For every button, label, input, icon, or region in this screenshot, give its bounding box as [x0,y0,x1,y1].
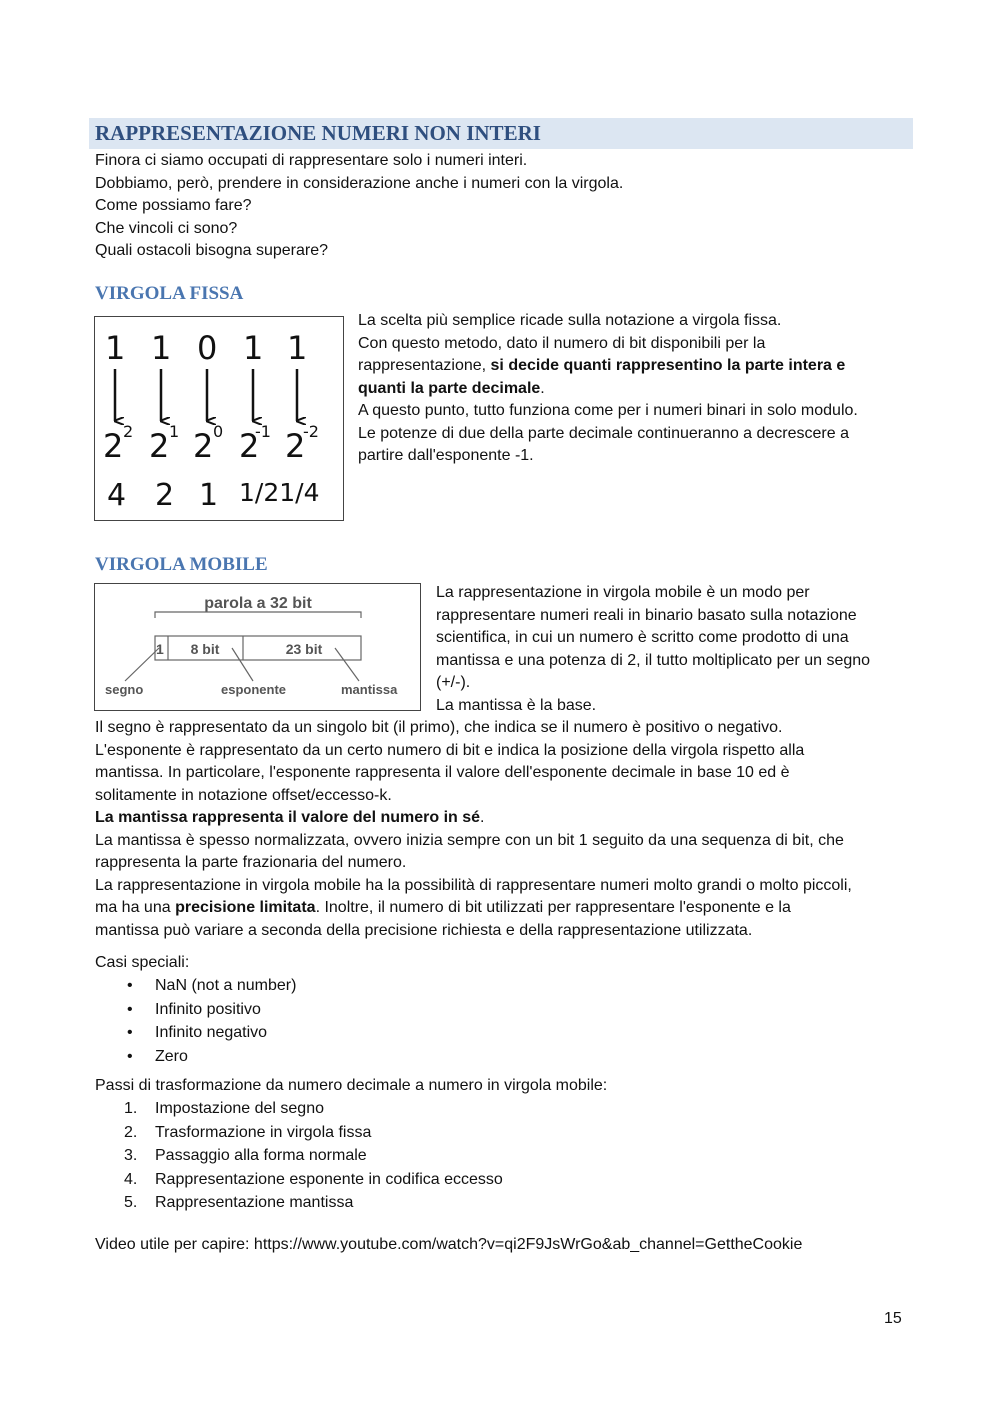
intro-line: Finora ci siamo occupati di rappresentare solo i numeri interi. [95,152,528,169]
text-line [95,807,852,830]
word-bracket [155,612,361,618]
fixed-point-figure [94,316,344,521]
floating-point-heading: VIRGOLA MOBILE [95,554,268,575]
list-number: 3. [124,1147,138,1164]
exponent-label: esponente [221,682,287,697]
steps-title: Passi di trasformazione da numero decimale a numero in virgola mobile: [95,1077,608,1094]
power-exponent: 0 [213,422,224,441]
step-text: Trasformazione in virgola fissa [155,1123,372,1141]
power-base: 2 [103,427,124,465]
place-value: 2 [155,478,175,513]
power-exponent: -1 [255,422,271,441]
floating-point-figure [94,583,421,711]
power-base: 2 [239,427,260,465]
text-line: scientifica, in cui un numero è scritto come prodotto di una [436,629,849,646]
bold-run: quanti la parte decimale [358,379,541,397]
text-run: . [480,809,485,826]
pointer-line [335,648,359,681]
intro-line: Dobbiamo, però, prendere in considerazione anche i numeri con la virgola. [95,174,624,192]
intro-paragraph [95,150,623,263]
intro-line: Che vincoli ci sono? [95,219,238,237]
sign-label: segno [105,682,144,697]
special-cases-title: Casi speciali: [95,954,190,971]
floating-point-body [95,717,852,942]
text-line [358,378,858,401]
list-number: 4. [124,1170,138,1188]
list-item: • Zero [95,1045,296,1069]
text-run: . [540,379,545,397]
text-line: Il segno è rappresentato da un singolo bit (il primo), che indica se il numero è positivo o negativo. [95,719,783,736]
list-item: • Infinito positivo [95,998,296,1022]
list-item [95,1121,503,1145]
bold-run: precisione limitata [175,899,316,916]
text-run: rappresentazione, [358,357,491,374]
text-line: partire dall'esponente -1. [358,447,534,464]
special-cases-list [95,974,296,1068]
video-link[interactable]: Video utile per capire: https://www.youtube.com/watch?v=qi2F9JsWrGo&ab_channel=GettheCookie [95,1236,803,1253]
power-exponent: 1 [169,422,180,441]
fixed-point-text [358,310,858,468]
text-line: solitamente in notazione offset/eccesso-k. [95,786,392,804]
text-line: Con questo metodo, dato il numero di bit disponibili per la [358,334,766,352]
list-number: 1. [124,1100,138,1117]
text-line: (+/-). [436,674,471,691]
step-text: Rappresentazione mantissa [155,1194,354,1211]
fixed-point-heading: VIRGOLA FISSA [95,283,244,304]
bit-digit: 0 [197,329,218,367]
text-line: La mantissa è spesso normalizzata, ovvero inizia sempre con un bit 1 seguito da una sequenza di bit, che [95,831,844,849]
bit-digit: 1 [287,329,308,367]
text-line: rappresenta la parte frazionaria del numero. [95,854,407,871]
power-exponent: 2 [123,422,134,441]
bit-digit: 1 [151,329,172,367]
text-line: La mantissa è la base. [436,696,597,714]
step-text: Passaggio alla forma normale [155,1147,367,1164]
exponent-bits: 8 bit [190,641,220,657]
floating-point-side-text [436,582,870,717]
page-number: 15 [884,1310,902,1327]
bit-digit: 1 [105,329,126,367]
power-base: 2 [285,427,306,465]
list-item [95,1191,503,1215]
list-item: • NaN (not a number) [95,974,296,998]
float-word-diagram [95,584,419,709]
text-run: ma ha una [95,899,176,916]
fixed-point-diagram [95,317,342,519]
bit-digit: 1 [243,329,264,367]
text-line: Le potenze di due della parte decimale continueranno a decrescere a [358,424,849,442]
step-text: Rappresentazione esponente in codifica eccesso [155,1170,503,1188]
list-item: • Infinito negativo [95,1021,296,1045]
list-item [95,1097,503,1121]
list-number: 5. [124,1194,138,1211]
list-item [95,1168,503,1192]
word-box [155,636,361,660]
word-title: parola a 32 bit [204,595,312,612]
text-line: mantissa e una potenza di 2, il tutto moltiplicato per un segno [436,651,871,669]
text-line: La rappresentazione in virgola mobile ha la possibilità di rappresentare numeri molto grandi o molto piccoli, [95,876,852,894]
mantissa-label: mantissa [341,682,398,697]
sign-bit: 1 [156,641,164,657]
power-base: 2 [149,427,170,465]
text-line: La rappresentazione in virgola mobile è un modo per [436,584,810,601]
bold-run: La mantissa rappresenta il valore del numero in sé [95,809,481,826]
text-run: . Inoltre, il numero di bit utilizzati per rappresentare l'esponente e la [315,899,791,916]
text-line: mantissa può variare a seconda della precisione richiesta e della rappresentazione utilizzata. [95,921,753,939]
intro-line: Quali ostacoli bisogna superare? [95,242,329,259]
steps-list [95,1097,503,1215]
text-line [358,355,858,378]
mantissa-bits: 23 bit [285,641,323,657]
bold-run: si decide quanti rappresentino la parte intera e [490,357,846,374]
text-line: mantissa. In particolare, l'esponente rappresenta il valore dell'esponente decimale in base 10 ed è [95,764,790,781]
text-line: L'esponente è rappresentato da un certo numero di bit e indica la posizione della virgola rispetto alla [95,741,805,759]
text-line [95,897,852,920]
text-line: La scelta più semplice ricade sulla notazione a virgola fissa. [358,312,782,329]
place-value: 1 [199,478,219,513]
list-number: 2. [124,1123,138,1141]
section-heading: RAPPRESENTAZIONE NUMERI NON INTERI [89,118,913,149]
intro-line: Come possiamo fare? [95,197,252,214]
step-text: Impostazione del segno [155,1100,324,1117]
power-base: 2 [193,427,214,465]
text-line: A questo punto, tutto funziona come per i numeri binari in solo modulo. [358,402,858,419]
text-line: rappresentare numeri reali in binario basato sulla notazione [436,606,857,624]
pointer-line [125,648,159,681]
place-value: 1/21/4 [239,478,320,507]
power-exponent: -2 [303,422,319,441]
list-item [95,1144,503,1168]
place-value: 4 [107,478,127,513]
